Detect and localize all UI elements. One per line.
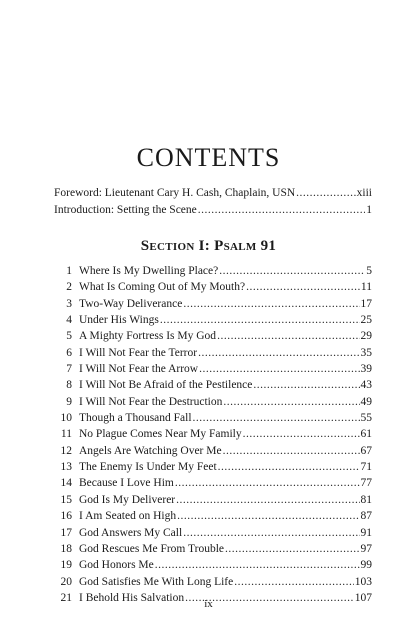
- dot-leader: [198, 202, 365, 219]
- chapter-number: 15: [60, 493, 72, 506]
- chapter-number: 1: [66, 265, 72, 277]
- chapter-page: 49: [360, 395, 372, 408]
- chapter-page: 61: [360, 428, 372, 441]
- chapter-title: I Will Not Fear the Arrow: [79, 363, 199, 376]
- dot-leader: [175, 475, 360, 491]
- toc-entry-introduction: [54, 202, 372, 219]
- chapter-number: 3: [66, 297, 72, 310]
- chapter-title: I Behold His Salvation: [79, 591, 185, 604]
- toc-entry-chapter: [54, 279, 372, 295]
- chapter-title: Angels Are Watching Over Me: [79, 444, 222, 457]
- chapter-title: The Enemy Is Under My Feet: [79, 461, 217, 474]
- chapter-page: 81: [360, 493, 372, 506]
- chapter-number: 17: [60, 526, 72, 539]
- chapter-number: 8: [66, 379, 72, 392]
- chapter-page: 11: [360, 281, 372, 294]
- chapter-number: 7: [66, 363, 72, 376]
- chapter-page: 43: [360, 379, 372, 392]
- toc-entry-chapter: [54, 525, 372, 541]
- dot-leader: [199, 361, 359, 377]
- dot-leader: [246, 279, 360, 295]
- toc-entry-chapter: [54, 426, 372, 442]
- chapter-number: 10: [60, 412, 72, 425]
- toc-entry-chapter: [54, 557, 372, 573]
- dot-leader: [234, 574, 354, 590]
- dot-leader: [155, 557, 360, 573]
- chapter-number: 11: [60, 428, 72, 441]
- toc-entry-foreword: [54, 185, 372, 202]
- chapter-title: Though a Thousand Fall: [79, 412, 192, 425]
- dot-leader: [225, 541, 359, 557]
- dot-leader: [183, 296, 359, 312]
- chapter-title: Two-Way Deliverance: [79, 297, 183, 310]
- toc-entry-chapter: [54, 541, 372, 557]
- chapter-title: God Honors Me: [79, 559, 154, 572]
- dot-leader: [176, 492, 359, 508]
- chapter-page: 39: [360, 363, 372, 376]
- chapter-number: 20: [60, 575, 72, 588]
- chapter-page: 71: [360, 461, 372, 474]
- chapter-page: 87: [360, 510, 372, 523]
- chapter-number: 19: [60, 559, 72, 572]
- dot-leader: [217, 328, 359, 344]
- chapter-number: 18: [60, 542, 72, 555]
- chapter-title: I Will Not Fear the Destruction: [79, 395, 223, 408]
- toc-entry-chapter: [54, 394, 372, 410]
- chapter-number: 21: [60, 591, 72, 604]
- page-title: CONTENTS: [136, 143, 281, 172]
- toc-entry-page: xiii: [356, 187, 372, 199]
- chapter-number: 4: [66, 314, 72, 327]
- chapter-title: I Will Not Fear the Terror: [79, 346, 198, 359]
- chapter-page: 17: [360, 297, 372, 310]
- toc-entry-title: Foreword: Lieutenant Cary H. Cash, Chaplain, USN: [54, 187, 296, 199]
- chapter-page: 97: [360, 542, 372, 555]
- dot-leader: [253, 377, 359, 393]
- section-heading: Section I: Psalm 91: [140, 238, 277, 254]
- chapter-title: Where Is My Dwelling Place?: [79, 265, 219, 277]
- dot-leader: [198, 345, 359, 361]
- chapter-page: 55: [360, 412, 372, 425]
- chapter-number: 5: [66, 330, 72, 343]
- chapter-number: 6: [66, 346, 72, 359]
- toc-entry-chapter: [54, 377, 372, 393]
- toc-entry-chapter: [54, 459, 372, 475]
- toc-entry-chapter: [54, 328, 372, 344]
- chapter-page: 107: [354, 591, 372, 604]
- toc-entry-chapter: [54, 345, 372, 361]
- chapter-number: 12: [60, 444, 72, 457]
- chapter-page: 91: [360, 526, 372, 539]
- toc-entry-chapter: [54, 475, 372, 491]
- chapter-title: Because I Love Him: [79, 477, 174, 490]
- chapter-page: 99: [360, 559, 372, 572]
- dot-leader: [223, 394, 359, 410]
- dot-leader: [296, 185, 356, 202]
- toc-entry-chapter: [54, 361, 372, 377]
- dot-leader: [223, 443, 360, 459]
- toc-entry-chapter: [54, 492, 372, 508]
- dot-leader: [193, 410, 360, 426]
- toc-entry-chapter: [54, 263, 372, 279]
- dot-leader: [218, 459, 360, 475]
- dot-leader: [183, 525, 359, 541]
- front-matter-list: [54, 185, 372, 219]
- chapter-number: 13: [60, 461, 72, 474]
- toc-entry-chapter: [54, 574, 372, 590]
- dot-leader: [177, 508, 359, 524]
- toc-entry-chapter: [54, 312, 372, 328]
- toc-entry-chapter: [54, 410, 372, 426]
- chapter-title: A Mighty Fortress Is My God: [79, 330, 217, 343]
- toc-entry-chapter: [54, 296, 372, 312]
- toc-entry-title: Introduction: Setting the Scene: [54, 204, 197, 216]
- chapter-number: 2: [66, 281, 72, 294]
- dot-leader: [243, 426, 360, 442]
- chapter-title: I Will Not Be Afraid of the Pestilence: [79, 379, 253, 392]
- chapter-page: 67: [360, 444, 372, 457]
- toc-entry-chapter: [54, 443, 372, 459]
- chapter-page: 77: [360, 477, 372, 490]
- chapter-number: 9: [66, 395, 72, 408]
- chapter-page: 25: [360, 314, 372, 327]
- chapter-title: God Is My Deliverer: [79, 493, 176, 506]
- chapter-title: God Satisfies Me With Long Life: [79, 575, 234, 588]
- chapter-title: God Answers My Call: [79, 526, 183, 539]
- chapter-page: 35: [360, 346, 372, 359]
- chapter-title: No Plague Comes Near My Family: [79, 428, 242, 441]
- chapter-page: 29: [360, 330, 372, 343]
- chapter-list: [54, 263, 372, 606]
- chapter-title: God Rescues Me From Trouble: [79, 542, 225, 555]
- chapter-title: What Is Coming Out of My Mouth?: [79, 281, 246, 294]
- chapter-page: 5: [366, 265, 372, 277]
- chapter-title: I Am Seated on High: [79, 510, 177, 523]
- chapter-number: 16: [60, 510, 72, 523]
- dot-leader: [219, 263, 365, 279]
- toc-entry-chapter: [54, 508, 372, 524]
- chapter-number: 14: [60, 477, 72, 490]
- page-number: ix: [204, 598, 213, 610]
- toc-entry-page: 1: [366, 204, 372, 216]
- chapter-title: Under His Wings: [79, 314, 159, 327]
- chapter-page: 103: [354, 575, 372, 588]
- dot-leader: [160, 312, 360, 328]
